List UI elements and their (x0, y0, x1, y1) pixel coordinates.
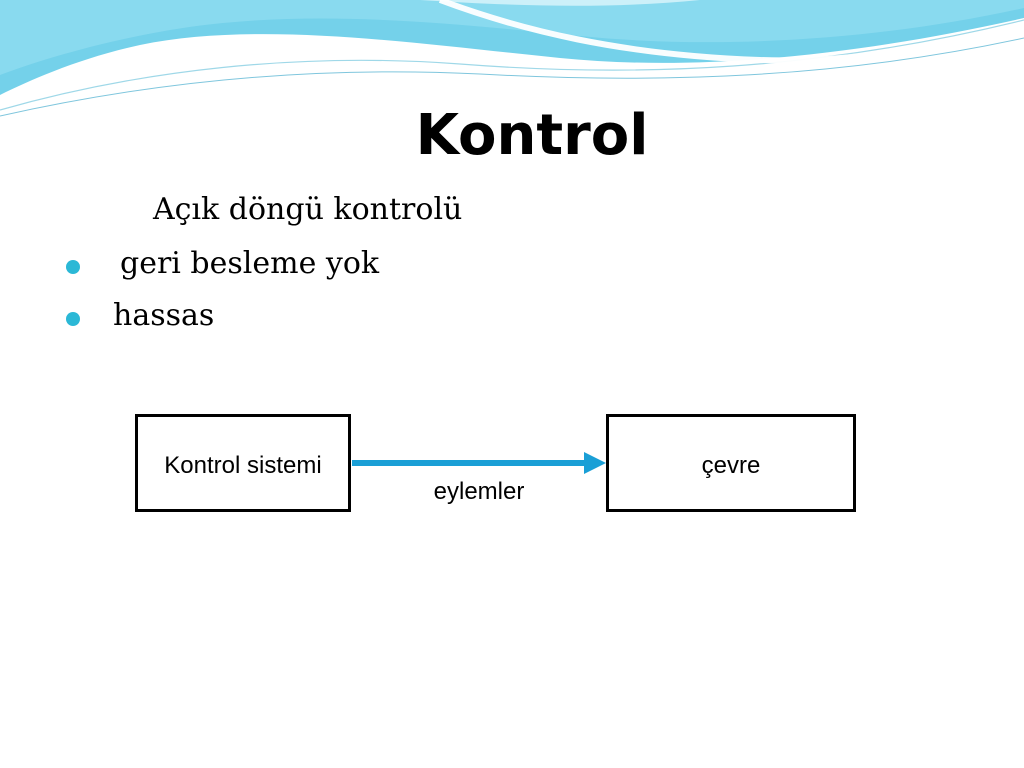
node-label: Kontrol sistemi (164, 452, 322, 479)
diagram-node-cevre (606, 414, 856, 512)
diagram-edge-arrow (350, 448, 610, 478)
bullet-dot-icon (66, 260, 80, 274)
bullet-text: hassas (113, 298, 215, 333)
bullet-dot-icon (66, 312, 80, 326)
node-label: çevre (701, 452, 761, 479)
slide-title: Kontrol (415, 103, 649, 168)
bullet-text: geri besleme yok (120, 246, 380, 281)
diagram-node-kontrol-sistemi (135, 414, 351, 512)
slide-subtitle: Açık döngü kontrolü (153, 192, 463, 227)
diagram-edge-label: eylemler (433, 478, 525, 505)
